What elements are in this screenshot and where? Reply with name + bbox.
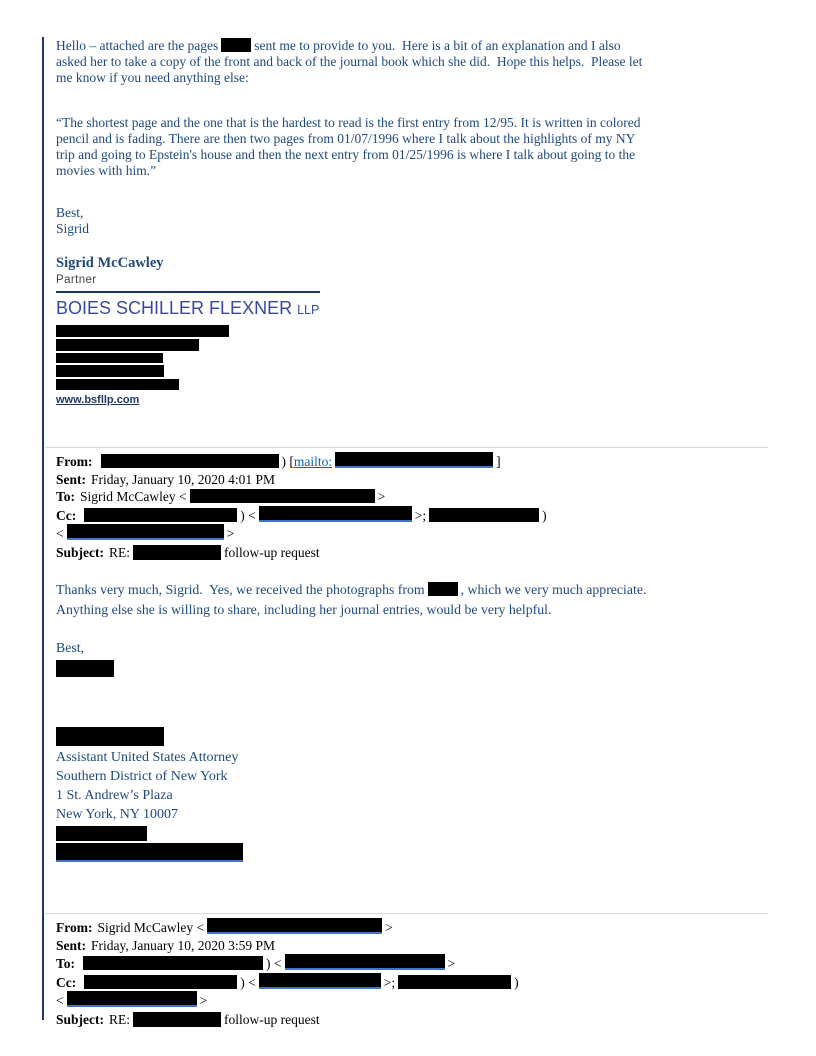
- signature-block-ausa: [56, 727, 770, 862]
- cc-label: Cc:: [56, 507, 77, 523]
- header-subject-line: [56, 544, 770, 562]
- header-text: <: [56, 526, 64, 541]
- quote-border-line: [42, 37, 44, 1020]
- header-cc-overflow-line: [56, 524, 770, 543]
- redaction-bar: [67, 524, 224, 540]
- page-content: [56, 32, 770, 1028]
- header-sent-line: [56, 471, 770, 489]
- to-value: Sigrid McCawley <: [80, 489, 187, 504]
- redaction-bar: [133, 545, 221, 560]
- to-label: To:: [56, 489, 76, 504]
- message-separator: [45, 913, 768, 914]
- from-value: Sigrid McCawley <: [97, 920, 205, 935]
- header-text: >: [199, 993, 208, 1008]
- redaction-bar: [56, 379, 179, 390]
- firm-suffix: LLP: [297, 303, 320, 317]
- body-line: pencil and is fading. There are then two pages from 01/07/1996 where I talk about the highlights of my NY: [56, 131, 636, 146]
- signoff-name: Sigrid: [56, 221, 90, 236]
- body-line: [56, 38, 770, 54]
- to-label: To:: [56, 956, 76, 971]
- closing-text: Best,: [56, 640, 84, 655]
- redaction-bar: [101, 454, 279, 468]
- body-line: trip and going to Epstein's house and then the next entry from 01/25/1996 is where I talk about going to the: [56, 147, 636, 162]
- redaction-bar: [221, 38, 251, 52]
- header-cc-line: [56, 973, 770, 992]
- redaction-bar: [133, 1012, 221, 1027]
- body-text: sent me to provide to you. Here is a bit of an explanation and I also: [254, 38, 621, 53]
- header-cc-overflow-line: [56, 991, 770, 1010]
- redaction-bar: [56, 660, 114, 677]
- signature-address: New York, NY 10007: [56, 807, 178, 822]
- redaction-bar: [259, 506, 412, 522]
- header-text: ]: [496, 454, 501, 469]
- redaction-bar: [56, 339, 199, 351]
- sent-label: Sent:: [56, 471, 86, 487]
- sent-label: Sent:: [56, 937, 86, 953]
- header-sent-line: [56, 937, 770, 955]
- redaction-bar: [398, 975, 511, 989]
- from-label: From:: [56, 920, 93, 935]
- email2-body: [56, 580, 770, 677]
- header-text: ): [514, 974, 519, 990]
- message-separator: [45, 447, 768, 448]
- header-text: ) [: [281, 454, 294, 469]
- header-to-line: [56, 488, 770, 506]
- redaction-bar: [84, 508, 237, 522]
- signature-district: Southern District of New York: [56, 769, 228, 784]
- subject-text: follow-up request: [224, 544, 320, 560]
- redaction-bar: [207, 918, 382, 934]
- redaction-bar: [83, 956, 263, 970]
- redaction-bar: [56, 826, 147, 841]
- body-text: , which we very much appreciate.: [460, 582, 647, 597]
- closing-text: Best,: [56, 205, 84, 220]
- firm-website-link[interactable]: www.bsfllp.com: [56, 394, 140, 406]
- email1-body: [56, 38, 770, 237]
- cc-label: Cc:: [56, 974, 77, 990]
- header-text: >: [377, 489, 386, 504]
- subject-label: Subject:: [56, 1011, 104, 1027]
- mailto-link[interactable]: mailto:: [293, 454, 333, 469]
- header-from-line: [56, 452, 770, 471]
- redaction-bar: [56, 353, 163, 363]
- email-header-2: [56, 918, 770, 1028]
- header-text: ): [542, 507, 547, 523]
- body-line: Anything else she is willing to share, including her journal entries, would be very helpful.: [56, 602, 552, 617]
- header-subject-line: [56, 1011, 770, 1029]
- signature-divider: [56, 291, 320, 293]
- signature-title: Assistant United States Attorney: [56, 750, 239, 765]
- redaction-bar: [56, 365, 164, 377]
- subject-text: follow-up request: [224, 1011, 320, 1027]
- header-text: ) <: [266, 956, 282, 971]
- redaction-bar: [429, 508, 539, 522]
- sent-value: Friday, January 10, 2020 3:59 PM: [91, 937, 275, 953]
- header-to-line: [56, 954, 770, 973]
- firm-name: [56, 298, 770, 320]
- email-header-1: [56, 452, 770, 561]
- redaction-bar: [56, 843, 243, 862]
- redaction-bar: [84, 975, 237, 989]
- subject-text: RE:: [109, 1011, 131, 1027]
- signature-title: Partner: [56, 274, 97, 286]
- signature-block-bsf: [56, 255, 770, 408]
- body-line: me know if you need anything else:: [56, 70, 249, 85]
- redaction-bar: [428, 582, 458, 596]
- redaction-bar: [190, 489, 375, 503]
- signature-redactions: [56, 325, 770, 390]
- header-text: >: [385, 920, 393, 935]
- body-line: movies with him.”: [56, 163, 157, 178]
- subject-label: Subject:: [56, 544, 104, 560]
- body-line: [56, 580, 770, 600]
- redaction-bar: [285, 954, 445, 970]
- header-text: ) <: [240, 974, 256, 990]
- sent-value: Friday, January 10, 2020 4:01 PM: [91, 471, 275, 487]
- from-label: From:: [56, 454, 93, 469]
- header-text: >: [226, 526, 235, 541]
- body-line: “The shortest page and the one that is the hardest to read is the first entry from 12/95. It is written in colored: [56, 115, 641, 130]
- body-line: asked her to take a copy of the front and back of the journal book which she did. Hope this helps. Please let: [56, 54, 643, 69]
- redaction-bar: [259, 973, 381, 989]
- redaction-bar: [67, 991, 197, 1007]
- redaction-bar: [56, 727, 164, 746]
- firm-name-text: BOIES SCHILLER FLEXNER: [56, 298, 293, 318]
- header-text: <: [56, 993, 64, 1008]
- signature-name: Sigrid McCawley: [56, 255, 164, 271]
- redaction-bar: [56, 325, 229, 337]
- body-text: Thanks very much, Sigrid. Yes, we received the photographs from: [56, 582, 425, 597]
- header-text: >: [447, 956, 456, 971]
- subject-text: RE:: [109, 544, 131, 560]
- redaction-bar: [335, 452, 493, 468]
- header-from-line: [56, 918, 770, 937]
- body-text: Hello – attached are the pages: [56, 38, 219, 53]
- header-cc-line: [56, 506, 770, 525]
- header-text: >;: [383, 974, 396, 990]
- header-text: ) <: [240, 507, 256, 523]
- signature-address: 1 St. Andrew’s Plaza: [56, 788, 173, 803]
- header-text: >;: [414, 507, 427, 523]
